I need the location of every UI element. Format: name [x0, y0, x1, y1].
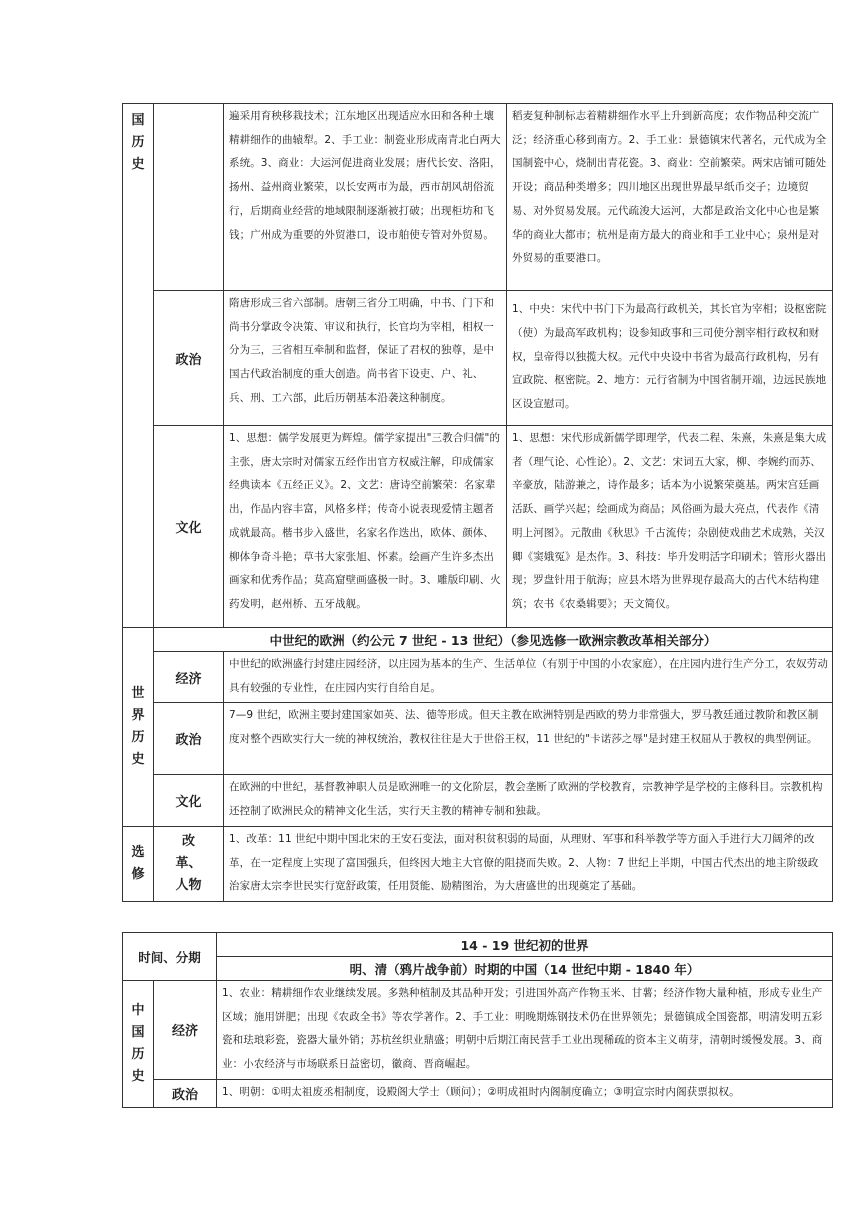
world-culture-label: 文化 — [154, 775, 224, 826]
world-economy-label: 经济 — [154, 652, 224, 703]
economy-tang-cell: 遍采用育秧移栽技术；江东地区出现适应水田和各种土壤精耕细作的曲辕犁。2、手工业：制瓷业形成南青北白两大系统。3、商业：大运河促进商业发展；唐代长安、洛阳，扬州、益州商业繁荣，以长安两市为最，西市胡风胡俗流行，后期商业经营的地域限制逐渐被打破；出现柜坊和飞钱；广州成为重要的外贸港口，设市舶使专管对外贸易。 — [224, 104, 507, 291]
world-politics-cell: 7—9 世纪，欧洲主要封建国家如英、法、德等形成。但天主教在欧洲特别是西欧的势力非常强大，罗马教廷通过教阶和教区制度对整个西欧实行大一统的神权统治，教权往往是大于世俗王权，11 世纪的"卡诺莎之辱"是封建王权屈从于教权的典型例证。 — [224, 703, 833, 775]
ming-qing-title: 明、清（鸦片战争前）时期的中国（14 世纪中期 - 1840 年） — [217, 957, 833, 981]
world-culture-cell: 在欧洲的中世纪，基督教神职人员是欧洲唯一的文化阶层，教会垄断了欧洲的学校教育，宗教神学是学校的主修科目。宗教机构还控制了欧洲民众的精神文化生活，实行天主教的精神专制和独裁。 — [224, 775, 833, 826]
china-history-label — [123, 104, 154, 628]
china-history-label-2 — [123, 981, 154, 1108]
economy-label-cell — [154, 104, 224, 291]
politics-tang-cell: 隋唐形成三省六部制。唐朝三省分工明确，中书、门下和尚书分掌政令决策、审议和执行，长官均为宰相，相权一分为三，三省相互牵制和监督，保证了君权的独尊，是中国古代政治制度的重大创造。尚书省下设吏、户、礼、兵、刑、工六部，此后历朝基本沿袭这种制度。 — [224, 291, 507, 426]
ming-politics-label: 政治 — [154, 1079, 217, 1107]
china-history-label-text: 国 历 史 — [131, 113, 145, 172]
world-history-label-text: 世 界 历 史 — [131, 685, 145, 767]
ming-politics-cell: 1、明朝：①明太祖废丞相制度，设殿阁大学士（顾问）；②明成祖时内阁制度确立；③明宣宗时内阁获票拟权。 — [217, 1079, 833, 1107]
period-label: 时间、分期 — [123, 933, 217, 981]
era-title: 14 - 19 世纪初的世界 — [217, 933, 833, 957]
medieval-europe-title: 中世纪的欧洲（约公元 7 世纪 - 13 世纪）（参见选修一欧洲宗教改革相关部分） — [154, 628, 833, 652]
world-economy-cell: 中世纪的欧洲盛行封建庄园经济，以庄园为基本的生产、生活单位（有别于中国的小农家庭），在庄园内进行生产分工，农奴劳动具有较强的专业性，在庄园内实行自给自足。 — [224, 652, 833, 703]
politics-song-cell: 1、中央：宋代中书门下为最高行政机关，其长官为宰相；设枢密院（使）为最高军政机构；设参知政事和三司使分割宰相行政权和财权，皇帝得以独揽大权。元代中央设中书省为最高行政机构，另有宣政院、枢密院。2、地方：元行省制为中国省制开端，边远民族地区设宣慰司。 — [507, 291, 833, 426]
economy-song-cell: 稻麦复种制标志着精耕细作水平上升到新高度；农作物品种交流广泛；经济重心移到南方。2、手工业：景德镇宋代著名，元代成为全国制瓷中心，烧制出青花瓷。3、商业：空前繁荣。两宋店铺可随处开设；商品种类增多；四川地区出现世界最早纸币交子；边境贸易、对外贸易发展。元代疏浚大运河，大都是政治文化中心也是繁华的商业大都市；杭州是南方最大的商业和手工业中心；泉州是对外贸易的重要港口。 — [507, 104, 833, 291]
ming-economy-label: 经济 — [154, 981, 217, 1080]
politics-label: 政治 — [154, 291, 224, 426]
world-politics-label: 政治 — [154, 703, 224, 775]
elective-label-text: 选 修 — [131, 844, 145, 882]
ming-economy-cell: 1、农业：精耕细作农业继续发展。多熟种植制及其品种开发；引进国外高产作物玉米、甘薯；经济作物大量种植，形成专业生产区域；施用饼肥；出现《农政全书》等农学著作。2、手工业：明晚期炼钢技术仍在世界领先；景德镇成全国瓷都，明清发明五彩瓷和珐琅彩瓷，瓷器大量外销；苏杭丝织业鼎盛；明朝中后期江南民营手工业出现稀疏的资本主义萌芽，清朝时缓慢发展。3、商业：小农经济与市场联系日益密切，徽商、晋商崛起。 — [217, 981, 833, 1080]
china-history-label-2-text: 中 国 历 史 — [131, 1002, 145, 1084]
reform-person-label-text: 改 革、 人物 — [175, 833, 202, 893]
culture-song-cell: 1、思想：宋代形成新儒学即理学，代表二程、朱熹，朱熹是集大成者（理气论、心性论）。2、文艺：宋词五大家，柳、李婉约而苏、辛豪放，陆游兼之，诗作最多；话本为小说繁荣奠基。两宋宫廷画活跃、画学兴起；绘画成为商品；风俗画为最大亮点，代表作《清明上河图》。元散曲《秋思》千古流传；杂剧使戏曲艺术成熟，关汉卿《窦娥冤》是杰作。3、科技：毕升发明活字印刷术；管形火器出现；罗盘针用于航海；应县木塔为世界现存最高大的古代木结构建筑；农书《农桑辑要》；天文简仪。 — [507, 426, 833, 628]
history-table-ming-qing — [122, 932, 833, 1108]
culture-label: 文化 — [154, 426, 224, 628]
reform-person-cell: 1、改革：11 世纪中期中国北宋的王安石变法，面对积贫积弱的局面，从理财、军事和科举教学等方面入手进行大刀阔斧的改革，在一定程度上实现了富国强兵，但终因大地主大官僚的阻挠而失败。2、人物：7 世纪上半期，中国古代杰出的地主阶级政治家唐太宗李世民实行宽舒政策，任用贤能、励精图治，为大唐盛世的出现奠定了基础。 — [224, 826, 833, 901]
culture-tang-cell: 1、思想：儒学发展更为辉煌。儒学家提出"三教合归儒"的主张，唐太宗时对儒家五经作出官方权威注解，印成儒家经典读本《五经正义》。2、文艺：唐诗空前繁荣：名家辈出，作品内容丰富，风格多样；传奇小说表现爱情主题者成就最高。楷书步入盛世，名家名作迭出，欧体、颜体、柳体争奇斗艳；草书大家张旭、怀素。绘画产生许多杰出画家和优秀作品；莫高窟壁画盛极一时。3、雕版印刷、火药发明，赵州桥、五牙战舰。 — [224, 426, 507, 628]
reform-person-label — [154, 826, 224, 901]
history-table-tang-song — [122, 103, 833, 902]
world-history-label — [123, 628, 154, 827]
elective-label — [123, 826, 154, 901]
